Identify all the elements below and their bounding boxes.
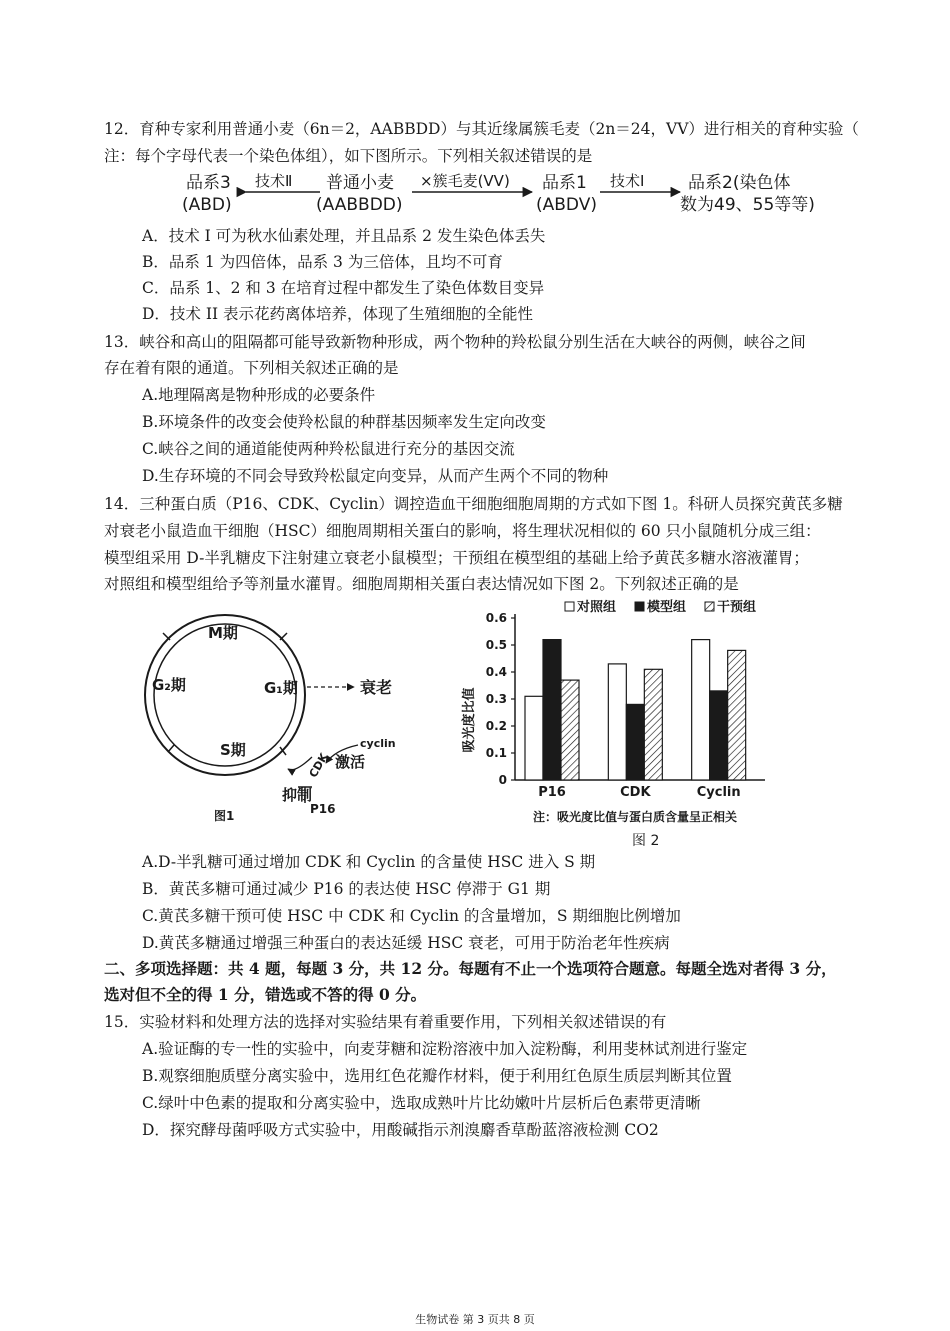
cell-cycle-figure — [130, 605, 420, 825]
chart-note: 注：吸光度比值与蛋白质含量呈正相关 — [533, 810, 738, 824]
q14-stem-line3: 模型组采用 D-半乳糖皮下注射建立衰老小鼠模型；干预组在模型组的基础上给予黄芪多糖水溶液灌胃； — [104, 549, 809, 567]
bar-干预组-Cyclin — [728, 650, 746, 780]
y-tick-label: 0.6 — [485, 611, 507, 625]
bar-对照组-CDK — [608, 664, 626, 780]
cdk-label: CDK — [306, 751, 331, 780]
protein-expression-chart — [455, 598, 785, 830]
m-phase-label: M期 — [208, 624, 238, 642]
line2-label: 品系2(染色体 — [688, 173, 791, 193]
q15-option-c: C.绿叶中色素的提取和分离实验中，选取成熟叶片比幼嫩叶片层析后色素带更清晰 — [142, 1094, 701, 1112]
chart-bars — [525, 640, 746, 800]
line2-chromosomes: 数为49、55等等) — [680, 195, 815, 215]
q13-stem-line2: 存在着有限的通道。下列相关叙述正确的是 — [104, 359, 399, 377]
tech2-label: 技术Ⅱ — [255, 172, 293, 190]
cdk-arrow — [288, 757, 312, 770]
wheat-genome: (AABBDD) — [316, 195, 403, 215]
cycle-divider — [280, 633, 287, 640]
wheat-label: 普通小麦 — [326, 173, 394, 193]
bar-模型组-CDK — [626, 704, 644, 780]
q12-stem-line1: 12．育种专家利用普通小麦（6n＝2，AABBDD）与其近缘属簇毛麦（2n＝24，VV）进行相关的育种实验（ — [104, 120, 859, 138]
chart-legend — [565, 599, 756, 615]
x-tick-label: Cyclin — [696, 785, 741, 800]
q15-option-b: B.观察细胞质壁分离实验中，选用红色花瓣作材料，便于利用红色原生质层判断其位置 — [142, 1067, 732, 1085]
bar-干预组-P16 — [561, 680, 579, 780]
breeding-scheme — [180, 168, 830, 220]
x-tick-label: P16 — [538, 785, 566, 800]
line3-label: 品系3 — [186, 173, 231, 193]
y-tick-label: 0.5 — [485, 638, 507, 652]
legend-label: 干预组 — [717, 600, 757, 615]
section2-heading-line2: 选对但不全的得 1 分，错选或不答的得 0 分。 — [104, 985, 427, 1004]
q12-stem-line2: 注：每个字母代表一个染色体组），如下图所示。下列相关叙述错误的是 — [104, 147, 593, 165]
q13-option-d: D.生存环境的不同会导致羚松鼠定向变异，从而产生两个不同的物种 — [142, 467, 609, 485]
q13-option-c: C.峡谷之间的通道能使两种羚松鼠进行充分的基因交流 — [142, 440, 515, 458]
x-tick-label: CDK — [620, 785, 651, 800]
q12-option-a: A．技术 I 可为秋水仙素处理，并且品系 2 发生染色体丢失 — [142, 227, 546, 245]
legend-swatch — [565, 602, 574, 611]
q13-option-a: A.地理隔离是物种形成的必要条件 — [142, 386, 376, 404]
s-phase-label: S期 — [220, 741, 246, 759]
y-tick-label: 0.1 — [485, 746, 507, 760]
p16-label: P16 — [310, 802, 336, 816]
bar-干预组-CDK — [644, 669, 662, 780]
legend-swatch — [635, 602, 644, 611]
fig1-caption: 图1 — [214, 809, 235, 823]
legend-swatch — [705, 602, 714, 611]
line1-label: 品系1 — [542, 173, 587, 193]
y-tick-label: 0.2 — [485, 719, 507, 733]
cyclin-label: cyclin — [360, 737, 396, 750]
inhibit-label: 抑制 — [282, 786, 313, 804]
bar-对照组-Cyclin — [692, 640, 710, 780]
activate-label: 激活 — [335, 753, 366, 771]
legend-label: 模型组 — [647, 600, 687, 615]
q15-option-d: D．探究酵母菌呼吸方式实验中，用酸碱指示剂溴麝香草酚蓝溶液检测 CO2 — [142, 1121, 659, 1139]
q12-option-d: D．技术 II 表示花药离体培养，体现了生殖细胞的全能性 — [142, 305, 534, 323]
fig2-caption: 图 2 — [632, 833, 660, 849]
q14-option-c: C.黄芪多糖干预可使 HSC 中 CDK 和 Cyclin 的含量增加，S 期细胞比例增加 — [142, 907, 681, 925]
q12-option-c: C．品系 1、2 和 3 在培育过程中都发生了染色体数目变异 — [142, 279, 545, 297]
cycle-divider — [163, 633, 170, 640]
g2-phase-label: G₂期 — [152, 676, 186, 694]
cross-label: ×簇毛麦(VV) — [420, 172, 510, 190]
g1-phase-label: G₁期 — [264, 679, 298, 697]
cycle-divider — [168, 745, 174, 752]
section2-heading-line1: 二、多项选择题：共 4 题，每题 3 分，共 12 分。每题有不止一个选项符合题意。每题全选对者得 3 分， — [104, 959, 837, 978]
bar-模型组-P16 — [543, 640, 561, 780]
y-tick-label: 0.4 — [485, 665, 507, 679]
bar-对照组-P16 — [525, 696, 543, 780]
q15-option-a: A.验证酶的专一性的实验中，向麦芽糖和淀粉溶液中加入淀粉酶，利用斐林试剂进行鉴定 — [142, 1040, 748, 1058]
bar-模型组-Cyclin — [710, 691, 728, 780]
q13-stem-line1: 13．峡谷和高山的阻隔都可能导致新物种形成，两个物种的羚松鼠分别生活在大峡谷的两侧，峡谷之间 — [104, 333, 806, 351]
aging-label: 衰老 — [360, 678, 393, 697]
q14-stem-line4: 对照组和模型组给予等剂量水灌胃。细胞周期相关蛋白表达情况如下图 2。下列叙述正确的是 — [104, 575, 739, 593]
q14-option-d: D.黄芪多糖通过增强三种蛋白的表达延缓 HSC 衰老，可用于防治老年性疾病 — [142, 934, 670, 952]
page-footer: 生物试卷 第 3 页共 8 页 — [415, 1313, 535, 1326]
q15-stem: 15．实验材料和处理方法的选择对实验结果有着重要作用，下列相关叙述错误的有 — [104, 1013, 667, 1031]
q14-stem-line1: 14．三种蛋白质（P16、CDK、Cyclin）调控造血干细胞细胞周期的方式如下图 1。科研人员探究黄芪多糖 — [104, 495, 843, 513]
y-tick-label: 0 — [498, 773, 507, 787]
q14-option-b: B．黄芪多糖可通过减少 P16 的表达使 HSC 停滞于 G1 期 — [142, 880, 551, 898]
legend-label: 对照组 — [577, 600, 617, 615]
line1-genome: (ABDV) — [536, 195, 597, 215]
y-axis-label: 吸光度比值 — [462, 687, 477, 753]
tech1-label: 技术Ⅰ — [610, 172, 645, 190]
q13-option-b: B.环境条件的改变会使羚松鼠的种群基因频率发生定向改变 — [142, 413, 546, 431]
q12-option-b: B．品系 1 为四倍体，品系 3 为三倍体，且均不可育 — [142, 253, 503, 271]
q14-stem-line2: 对衰老小鼠造血干细胞（HSC）细胞周期相关蛋白的影响，将生理状况相似的 60 只小鼠随机分成三组： — [104, 522, 821, 540]
q14-option-a: A.D-半乳糖可通过增加 CDK 和 Cyclin 的含量使 HSC 进入 S 期 — [142, 853, 596, 871]
line3-genome: (ABD) — [182, 195, 232, 215]
y-tick-label: 0.3 — [485, 692, 507, 706]
